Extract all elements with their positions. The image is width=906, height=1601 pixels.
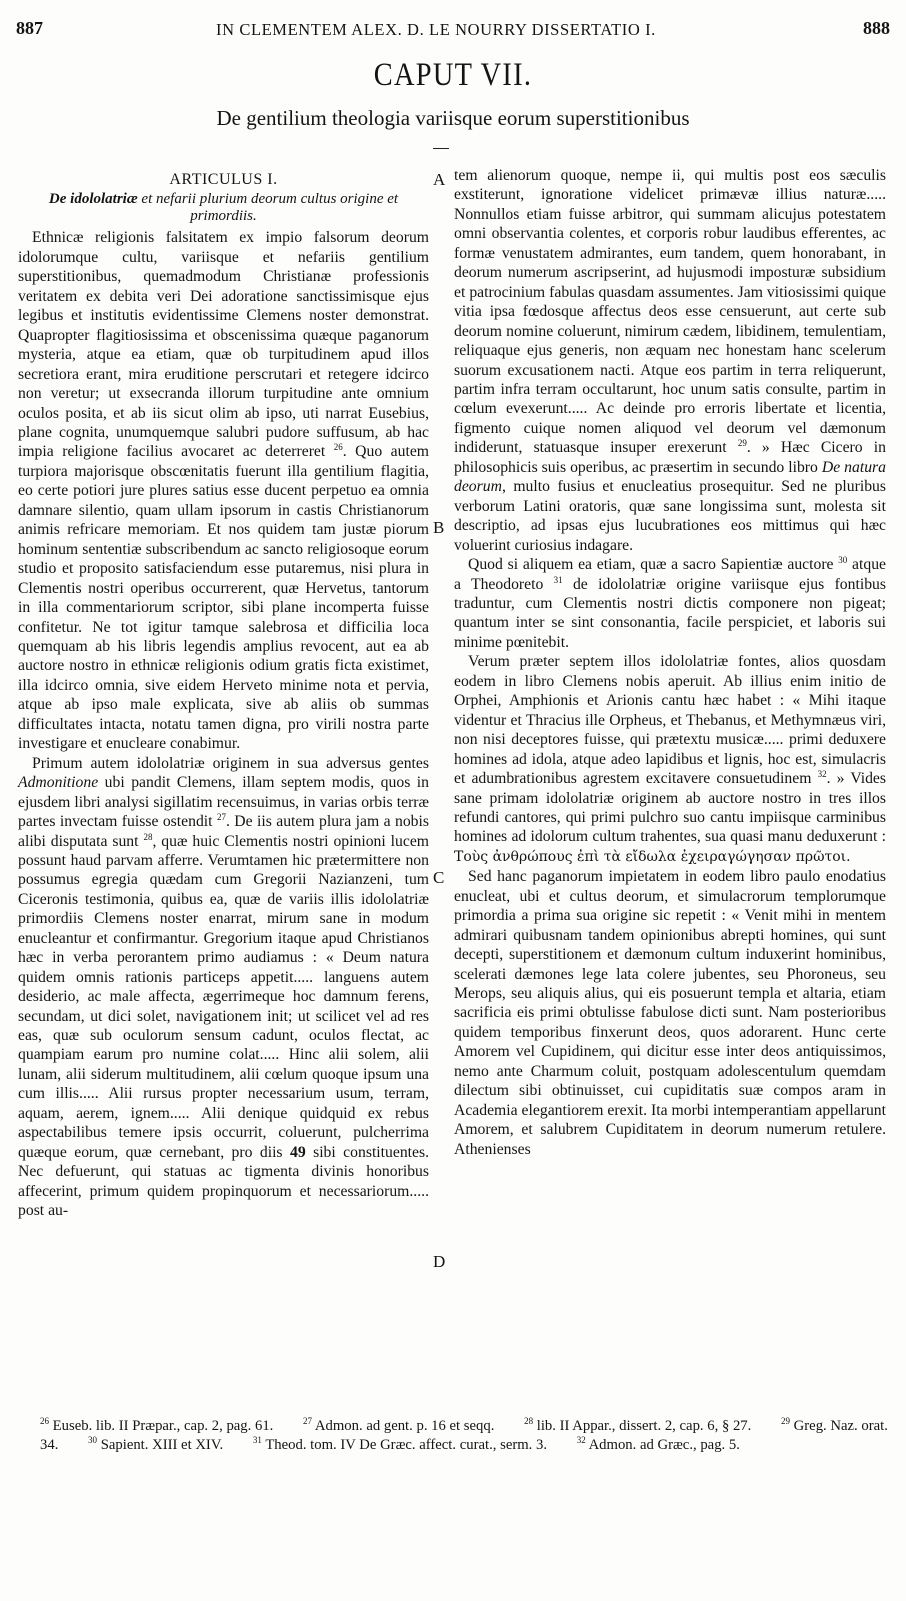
footnote: [40, 1418, 273, 1434]
footnote-ref: 29: [737, 438, 747, 449]
chapter-subtitle: De gentilium theologia variisque eorum superstitionibus: [216, 106, 690, 130]
footnote-ref: 32: [817, 768, 827, 779]
footnote-number: 30: [88, 1435, 98, 1446]
text-run: Verum præter septem illos idololatriæ fontes, alios quosdam eodem in libro Clemens nobis aperuit. Ab illius enim initio de Orphei, Amphionis et Arionis cantu hæc habet : « Mihi itaque videntur et Thracius ille Orpheus, et Thebanus, et Methymnæus viri, non nisi deceptores fuisse, qui prætextu musicæ..... primi deduxere homines ad idola, atque adeo lapidibus et lignis, hoc est, simulacris et adumbrationibus agrestem excitavere consuetudinem: [454, 653, 886, 788]
left-column: [18, 166, 429, 1221]
footnote: [253, 1437, 547, 1453]
footnote-ref: 31: [553, 574, 563, 585]
text-run: tem alienorum quoque, nempe ii, qui multis post eos sæculis exstiterunt, ignoratione videlicet primævæ illius naturæ..... Nonnullos etiam fuisse arbitror, qui summam alicujus potestatem omni observantia colentes, et corporis robur laudibus efferentes, ac formæ venustatem admirantes, eum tandem, quem honorabant, in deorum numerum ascripserint, ad hujusmodi imposturæ subsidium et patrocinium fabulas quasdam assumentes. Jam vitiosissimi quique vitia ipsa fœdosque affectus deos esse censuerunt, aut certe sub deorum nomine coluerunt, nimirum cædem, libidinem, temulentiam, reliquaque ejus generis, non æquam nec honestam hanc scelerum suorum excusationem nacti. Atque eos partim in terra reliquerunt, partim infra terram occultarunt, hoc unum satis consulte, partim in cœlum evexerunt..... Ac deinde pro erroris libertate et licentia, figmento cuique nomen aliquod vel deorum vel dæmonum indiderunt, statuasque insuper erexerunt: [454, 167, 886, 457]
paragraph: [454, 555, 886, 652]
footnote-number: 29: [781, 1416, 790, 1427]
page-number-left: 887: [16, 18, 43, 38]
right-column: [454, 166, 886, 1159]
margin-marker-c: C: [433, 868, 445, 887]
footnote-ref: 30: [838, 554, 848, 565]
footnote-number: 27: [303, 1416, 313, 1427]
italic-title: Admonitione: [18, 774, 99, 792]
text-run: Quod si aliquem ea etiam, quæ a sacro Sapientiæ auctore: [468, 556, 834, 574]
text-run: ubi pandit Clemens, illam septem modis, quos in ejusdem libri analysi sigillatim recensuimus, in varias orbis terræ partes invectam fuisse ostendit: [18, 774, 429, 831]
footnote-text: Euseb. lib. II Præpar., cap. 2, pag. 61.: [52, 1418, 274, 1434]
paragraph: [454, 166, 886, 555]
article-heading: ARTICULUS I.: [169, 171, 278, 188]
margin-marker-a: A: [433, 170, 446, 189]
paragraph: [18, 754, 429, 1221]
footnote-ref: 28: [143, 831, 153, 842]
footnote-number: 31: [252, 1435, 262, 1446]
text-run: . De iis autem plura jam a nobis alibi disputata sunt: [18, 813, 429, 850]
text-run: sibi constituentes. Nec defuerunt, qui statuas ac tigmenta divinis honoribus affecerint, primum quidem propinquorum et necessariorum..... post au-: [18, 1143, 430, 1220]
article-caption: [22, 191, 425, 225]
italic-title: De natura deorum: [454, 458, 886, 496]
paragraph: [454, 652, 886, 867]
text-run: . » Hæc Cicero in philosophicis suis operibus, ac præsertim in secundo libro: [454, 439, 886, 476]
article-caption-lead: De idololatriæ: [48, 191, 138, 208]
footnote: [88, 1437, 223, 1453]
running-header: [16, 18, 890, 42]
margin-marker-d: D: [433, 1252, 446, 1271]
chapter-title: CAPUT VII.: [373, 57, 533, 93]
footnote: [577, 1437, 740, 1453]
article-caption-rest: et nefarii plurium deorum cultus origine et primordiis.: [137, 191, 399, 225]
paragraph: [18, 228, 429, 753]
page-number-right: 888: [863, 18, 890, 38]
margin-marker-b: B: [433, 518, 445, 537]
footnote-text: Admon. ad gent. p. 16 et seqq.: [314, 1418, 495, 1434]
paragraph: [454, 867, 886, 1159]
text-run: . » Vides sane primam idololatriæ originem ab auctore nostro in tres illos refundi cantores, qui primi pulchro suo cantu impiisque carminibus homines ad idolorum cultum trahentes, sua quasi manu deduxerunt :: [454, 770, 886, 846]
divider-rule: [433, 148, 449, 149]
footnote-number: 32: [576, 1435, 586, 1446]
footnote-text: lib. II Appar., dissert. 2, cap. 6, § 27.: [536, 1418, 752, 1434]
footnote-text: Theod. tom. IV De Græc. affect. curat., serm. 3.: [265, 1437, 548, 1453]
footnote-number: 26: [40, 1416, 49, 1427]
footnote-ref: 26: [333, 442, 343, 453]
footnote: [303, 1418, 494, 1434]
text-run: , quæ huic Clementis nostri opinioni lucem possunt haud parvam afferre. Verumtamen hic prætermittere non possumus egregia quædam cum Gregorii Nazianzeni, tum Ciceronis testimonia, quibus ea, quæ de variis illis idololatriæ primordiis Clemens noster enarrat, mirum sane in modum enucleantur et confirmantur. Gregorium itaque apud Christianos hæc in verba perorantem primo audiamus : « Deum natura quidem omnis rationis particeps appetit..... languens autem desiderio, ac male affecta, ægerrimeque hoc damnum ferens, secundam, ut dici solet, navigationem init; ut scilicet vel ad res eas, quæ sub oculorum sensum cadunt, oculos flectat, ac quampiam earum pro numine colat..... Hinc alii solem, alii lunam, alii siderum multitudinem, alii cœlum quoque ipsum una cum illis..... Alii rursus propter necessarium usum, terram, aquam, aerem, ignem..... Alii denique quidquid ex rebus aspectabilibus temere ipsis occurrit, coluerunt, pulcherrima quæque eorum, quæ cernebant, pro diis: [18, 832, 430, 1161]
footnote-text: Sapient. XIII et XIV.: [100, 1437, 224, 1453]
footnote-text: Admon. ad Græc., pag. 5.: [588, 1437, 740, 1453]
footnote-text: Greg. Naz. orat. 34.: [40, 1418, 888, 1453]
footnote: [524, 1418, 751, 1434]
text-run: atque a Theodoreto: [454, 556, 887, 593]
text-run: de idololatriæ origine variisque ejus fontibus traduntur, cum Clementis nostri dictis componere non pigeat; quantum inter se sint consonantia, facile perspiciet, et laboris sui minime pœnitebit.: [454, 575, 886, 651]
footnote-ref: 27: [216, 811, 226, 822]
margin-number: 49: [289, 1143, 306, 1161]
text-run: , multo fusius et enucleatius prosequitur. Sed ne pluribus verborum Latini oratoris, quæ sane longissima sunt, molesta sit descriptio, ad ipsas ejus lucubrationes eos mittimus qui hæc voluerint curiosius indagare.: [454, 478, 886, 554]
footnotes: [40, 1417, 892, 1455]
running-title: IN CLEMENTEM ALEX. D. LE NOURRY DISSERTATIO I.: [216, 20, 656, 39]
footnote-number: 28: [524, 1416, 534, 1427]
text-run: . Quo autem turpiora majorisque obscœnitatis fuerunt illa gentilium flagitia, eo certe potiori jure plures satius esse ducent perpetuo ea omnia damnare silentio, quam ullam ipsorum in castis Christianorum animis refricare memoriam. Et nos quidem tam justæ piorum hominum sententiæ subscribendum ac sancto religiosoque eorum studio et proposito satisfaciendum esse putaremus, nisi plura in Clementis nostri operibus occurrerent, quæ Hervetus, tantorum in illa commentariorum scriptor, sibi plane incomperta fuisse confitetur. Ne tot igitur tamque salebrosa et difficilia loca quemquam ab his libris legendis amplius revocent, aut ea ab auctore nostro in ethnicæ religionis odium gratis ficta existimet, illa idcirco omnia, sive eidem Herveto minime nota et pervia, atque ab ipso male explicata, sive ab aliis ob summas difficultates intacta, notatu tamen digna, pro virili nostra parte investigare et enucleare conabimur.: [18, 443, 429, 753]
text-run: Sed hanc paganorum impietatem in eodem libro paulo enodatius enucleat, ubi et cultus deorum, et simulacrorum templorumque primordia a prima sua origine sic repetit : « Venit mihi in mentem admirari quibusnam tandem opinionibus abrepti homines, qui sunt decepti, superstitionem et dæmonum cultum induxerint hominibus, scelerati dæmones lege lata colere jubentes, seu Phoroneus, seu Merops, seu aliquis alius, qui eis posuerunt templa et altaria, etiam sacrificia eis primi obtulisse fabulose dicti sunt. Nam posterioribus quidem temporibus finxerunt deos, quos adorarent. Hunc certe Amorem vel Cupidinem, qui dicitur esse inter deos antiquissimos, nemo ante Charmum coluit, postquam adolescentulum quemdam dilectum sibi obtinuisset, cui cupiditatis suæ compos aram in Academia elegantiorem erexit. Ita morbi intemperantiam appellarunt Amorem, et salubrem Cupiditatem in deorum numerum retulere. Athenienses: [454, 868, 886, 1158]
greek-quotation: Τοὺς ἀνθρώπους ἐπὶ τὰ εἴδωλα ἐχειραγώγησαν πρῶτοι.: [454, 848, 851, 865]
text-run: Primum autem idololatriæ originem in sua adversus gentes: [32, 754, 429, 772]
text-run: Ethnicæ religionis falsitatem ex impio falsorum deorum idolorumque cultu, variisque et nefariis gentilium superstitionibus, quemadmodum Christianæ professionis veritatem ex debita veri Dei adoratione sanctissimisque ejus legibus et institutis evidentissime Clemens noster demonstrat. Quapropter flagitiosissima et obscenissima quæque paganorum mysteria, atque ea etiam, quæ ob turpitudinem apud illos secretiora erant, mira eruditione perscrutari et retegere idcirco non veretur; ut exsecranda illorum turpitudine ante omnium oculos posita, et ab iis sicut olim ab ipso, uti narrat Eusebius, plane cognita, unumquemque salubri pudore suffusum, ab hac impia religione facilius avocaret ac deterreret: [18, 229, 429, 461]
